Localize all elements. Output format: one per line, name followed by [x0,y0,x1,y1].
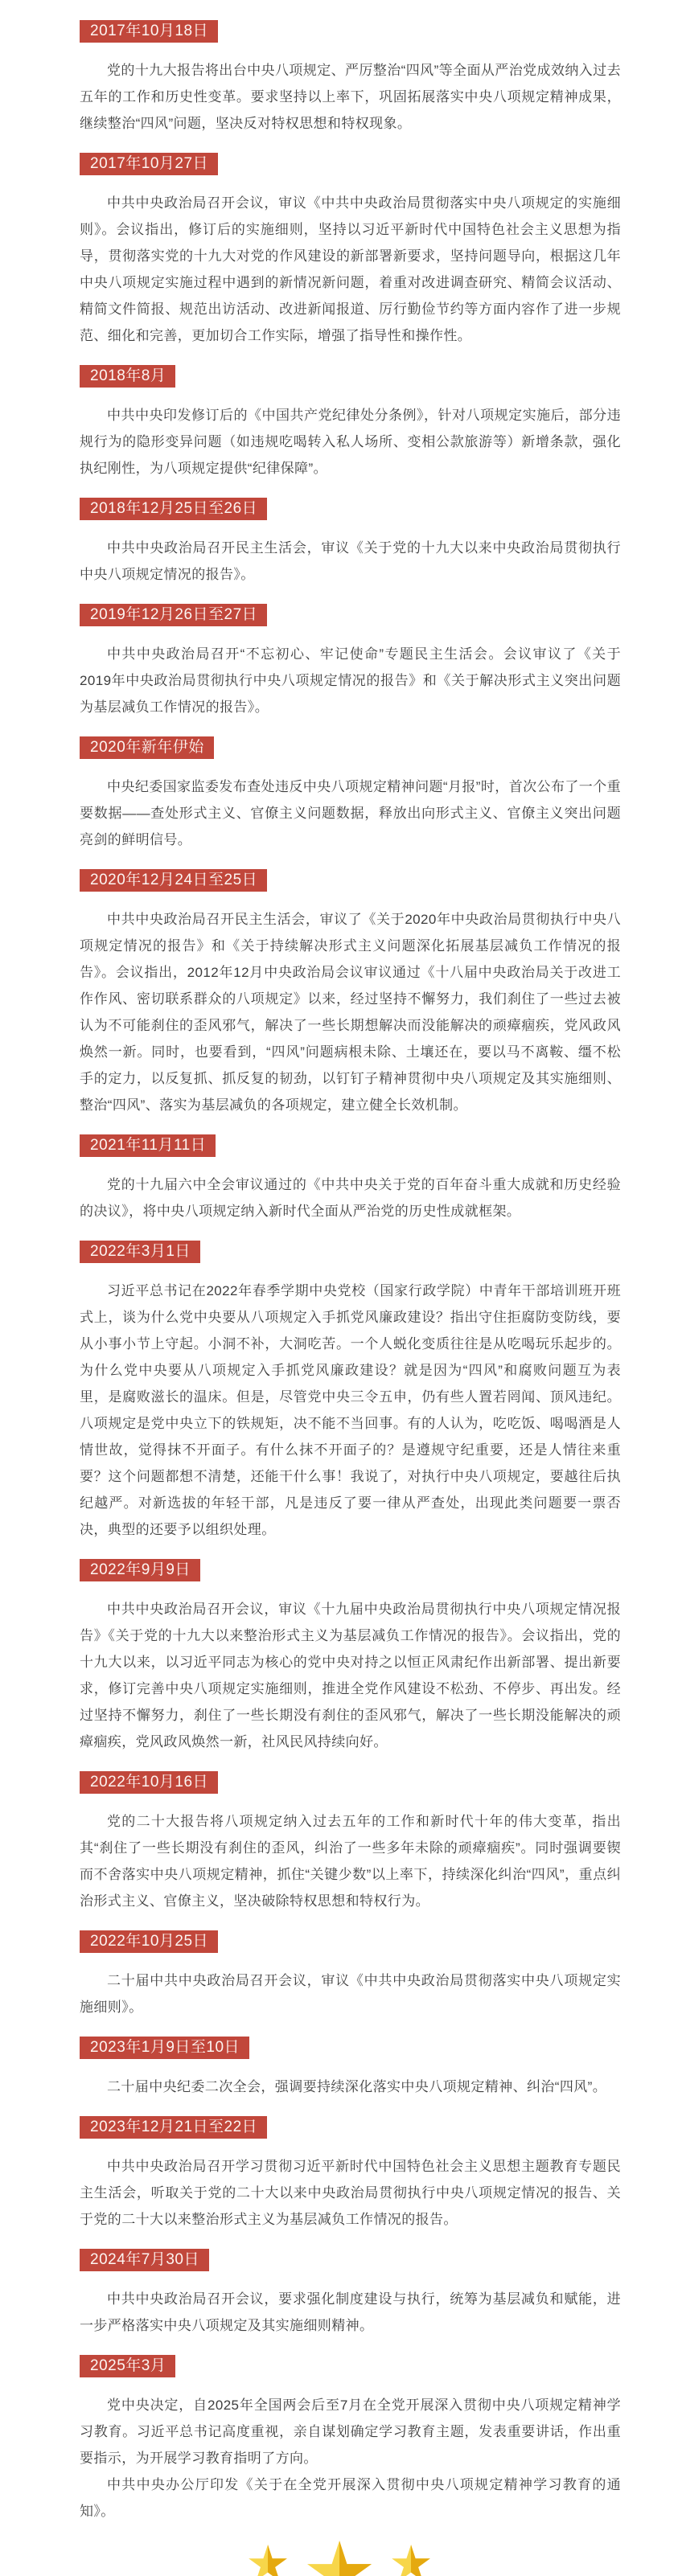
entry-paragraph: 习近平总书记在2022年春季学期中央党校（国家行政学院）中青年干部培训班开班式上，谈为什么党中央要从八项规定入手抓党风廉政建设？指出守住拒腐防变防线，要从小事小节上守起。小洞不补，大洞吃苦。一个人蜕化变质往往是从吃喝玩乐起步的。为什么党中央要从八项规定入手抓党风廉政建设？就是因为“四风”和腐败问题互为表里，是腐败滋长的温床。但是，尽管党中央三令五申，仍有些人置若罔闻、顶风违纪。八项规定是党中央立下的铁规矩，决不能不当回事。有的人认为，吃吃饭、喝喝酒是人情世故，觉得抹不开面子。有什么抹不开面子的？是遵规守纪重要，还是人情往来重要？这个问题都想不清楚，还能干什么事！我说了，对执行中央八项规定，要越往后执纪越严。对新选拔的年轻干部，凡是违反了要一律从严查处，出现此类问题要一票否决，典型的还要予以组织处理。 [80,1283,621,1537]
timeline-entry [80,604,621,720]
date-badge: 2023年12月21日至22日 [80,2116,267,2139]
timeline-entry [80,1771,621,1914]
entry-paragraph: 党中央决定，自2025年全国两会后至7月在全党开展深入贯彻中央八项规定精神学习教育。习近平总书记高度重视，亲自谋划确定学习教育主题，发表重要讲话，作出重要指示，为开展学习教育指明了方向。 [80,2398,621,2466]
entry-paragraph: 中共中央政治局召开民主生活会，审议了《关于2020年中央政治局贯彻执行中央八项规定情况的报告》和《关于持续解决形式主义问题深化拓展基层减负工作情况的报告》。会议指出，2012年12月中央政治局会议审议通过《十八届中央政治局关于改进工作作风、密切联系群众的八项规定》以来，经过坚持不懈努力，我们刹住了一些过去被认为不可能刹住的歪风邪气，解决了一些长期想解决而没能解决的顽瘴痼疾，党风政风焕然一新。同时，也要看到，“四风”问题病根未除、土壤还在，要以马不离鞍、缰不松手的定力，以反复抓、抓反复的韧劲，以钉钉子精神贯彻中央八项规定及其实施细则、整治“四风”、落实为基层减负的各项规定，建立健全长效机制。 [80,912,621,1113]
entry-paragraph: 中共中央政治局召开会议，审议《十九届中央政治局贯彻执行中央八项规定情况报告》《关于党的十九大以来整治形式主义为基层减负工作情况的报告》。会议指出，党的十九大以来，以习近平同志为核心的党中央对持之以恒正风肃纪作出新部署、提出新要求，修订完善中央八项规定实施细则，推进全党作风建设不松劲、不停步、再出发。经过坚持不懈努力，刹住了一些长期没有刹住的歪风邪气，解决了一些长期没能解决的顽瘴痼疾，党风政风焕然一新，社风民风持续向好。 [80,1602,621,1749]
timeline-entry [80,20,621,137]
date-badge: 2022年9月9日 [80,1559,200,1581]
entry-paragraph: 党的十九届六中全会审议通过的《中共中央关于党的百年奋斗重大成就和历史经验的决议》，将中央八项规定纳入新时代全面从严治党的历史性成就框架。 [80,1177,621,1219]
timeline-entry [80,869,621,1118]
date-badge: 2022年10月16日 [80,1771,218,1794]
date-badge: 2025年3月 [80,2355,175,2377]
entry-paragraph: 中共中央政治局召开“不忘初心、牢记使命”专题民主生活会。会议审议了《关于2019年中央政治局贯彻执行中央八项规定情况的报告》和《关于解决形式主义突出问题为基层减负工作情况的报告》。 [80,646,621,715]
entry-paragraph: 中共中央办公厅印发《关于在全党开展深入贯彻中央八项规定精神学习教育的通知》。 [80,2477,621,2519]
date-badge: 2020年12月24日至25日 [80,869,267,892]
star-icon [391,2545,431,2576]
date-badge: 2017年10月27日 [80,153,218,175]
entry-paragraphs [80,57,621,137]
entry-paragraph: 中共中央政治局召开民主生活会，审议《关于党的十九大以来中央政治局贯彻执行中央八项规定情况的报告》。 [80,540,621,582]
timeline-entry [80,736,621,853]
date-badge: 2022年3月1日 [80,1241,200,1263]
entry-paragraph: 中共中央政治局召开学习贯彻习近平新时代中国特色社会主义思想主题教育专题民主生活会，听取关于党的二十大以来中央政治局贯彻执行中央八项规定情况的报告、关于党的二十大以来整治形式主义为基层减负工作情况的报告。 [80,2159,621,2227]
entry-paragraphs [80,1808,621,1914]
entry-paragraphs [80,773,621,853]
timeline-entry [80,2116,621,2233]
entry-paragraph: 党的十九大报告将出台中央八项规定、严厉整治“四风”等全面从严治党成效纳入过去五年的工作和历史性变革。要求坚持以上率下，巩固拓展落实中央八项规定精神成果，继续整治“四风”问题，坚决反对特权思想和特权现象。 [80,63,621,131]
date-badge: 2018年8月 [80,365,175,388]
date-badge: 2018年12月25日至26日 [80,498,267,520]
entry-paragraphs [80,190,621,349]
date-badge: 2019年12月26日至27日 [80,604,267,626]
entry-paragraphs [80,1171,621,1224]
entry-paragraph: 二十届中央纪委二次全会，强调要持续深化落实中央八项规定精神、纠治“四风”。 [107,2079,607,2094]
timeline-entry [80,1241,621,1543]
entry-paragraphs [80,402,621,482]
stars-footer [0,2541,678,2576]
timeline-entry [80,1930,621,2020]
date-badge: 2021年11月11日 [80,1134,216,1157]
entry-paragraphs [80,2286,621,2339]
timeline-entry [80,153,621,349]
entry-paragraphs [80,2074,621,2100]
entry-paragraph: 中央纪委国家监委发布查处违反中央八项规定精神问题“月报”时，首次公布了一个重要数据——查处形式主义、官僚主义问题数据，释放出向形式主义、官僚主义突出问题亮剑的鲜明信号。 [80,779,621,847]
date-badge: 2017年10月18日 [80,20,218,43]
star-icon [248,2545,288,2576]
entry-paragraphs [80,535,621,588]
timeline-entry [80,1559,621,1755]
entry-paragraph: 党的二十大报告将八项规定纳入过去五年的工作和新时代十年的伟大变革，指出其“刹住了一些长期没有刹住的歪风，纠治了一些多年未除的顽瘴痼疾”。同时强调要锲而不舍落实中央八项规定精神，抓住“关键少数”以上率下，持续深化纠治“四风”，重点纠治形式主义、官僚主义，坚决破除特权思想和特权行为。 [80,1814,621,1909]
entry-paragraphs [80,1278,621,1543]
date-badge: 2020年新年伊始 [80,736,214,759]
timeline-entry [80,1134,621,1224]
date-badge: 2024年7月30日 [80,2249,209,2271]
timeline-entry [80,2249,621,2339]
entry-paragraph: 中共中央政治局召开会议，要求强化制度建设与执行，统筹为基层减负和赋能，进一步严格落实中央八项规定及其实施细则精神。 [80,2291,621,2333]
timeline-entry [80,2355,621,2525]
timeline-entry [80,365,621,482]
entry-paragraphs [80,906,621,1118]
date-badge: 2022年10月25日 [80,1930,218,1953]
entry-paragraph: 中共中央政治局召开会议，审议《中共中央政治局贯彻落实中央八项规定的实施细则》。会议指出，修订后的实施细则，坚持以习近平新时代中国特色社会主义思想为指导，贯彻落实党的十九大对党的作风建设的新部署新要求，坚持问题导向，根据这几年中央八项规定实施过程中遇到的新情况新问题，着重对改进调查研究、精简会议活动、精简文件简报、规范出访活动、改进新闻报道、厉行勤俭节约等方面内容作了进一步规范、细化和完善，更加切合工作实际，增强了指导性和操作性。 [80,195,621,343]
timeline-entry [80,498,621,588]
entry-paragraphs [80,1967,621,2020]
star-icon [306,2541,373,2576]
entry-paragraphs [80,2153,621,2233]
entry-paragraphs [80,2392,621,2525]
entry-paragraphs [80,1596,621,1755]
entry-paragraph: 中共中央印发修订后的《中国共产党纪律处分条例》，针对八项规定实施后，部分违规行为的隐形变异问题（如违规吃喝转入私人场所、变相公款旅游等）新增条款，强化执纪刚性，为八项规定提供“纪律保障”。 [80,408,621,476]
timeline-entry [80,2037,621,2100]
entry-paragraph: 二十届中共中央政治局召开会议，审议《中共中央政治局贯彻落实中央八项规定实施细则》。 [80,1973,621,2015]
date-badge: 2023年1月9日至10日 [80,2037,249,2059]
entry-paragraphs [80,641,621,720]
